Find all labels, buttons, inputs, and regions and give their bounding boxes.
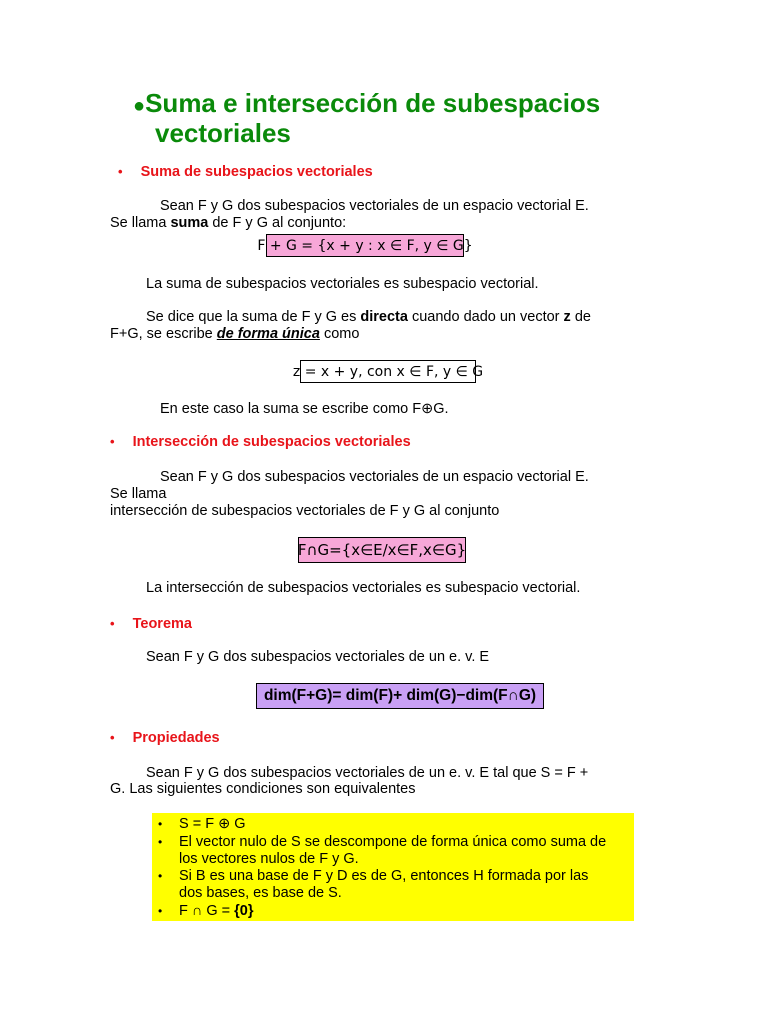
propiedades-paragraph-1-line-2: G. Las siguientes condiciones son equivalentes [110,781,416,797]
list-item-text: Si B es una base de F y D es de G, entonces H formada por las [179,868,589,884]
list-item-continuation: los vectores nulos de F y G. [179,851,359,867]
text-span: como [319,326,360,342]
section-heading-interseccion-text: Intersección de subespacios vectoriales [132,434,411,450]
interseccion-paragraph-1-line-2: Se llama [110,486,167,502]
text-span: de [570,309,591,325]
title-line-1: Suma e intersección de subespacios [145,88,601,118]
text-span: Se dice que la suma de F y G es [146,309,361,325]
list-item-text: F ∩ G = [179,903,235,919]
list-item-text: El vector nulo de S se descompone de forma única como suma de [179,834,607,850]
bold-term-directa: directa [360,309,408,325]
section-heading-teorema [110,616,192,632]
emphasis-forma-unica: de forma única [216,326,320,342]
suma-paragraph-4: En este caso la suma se escribe como F⊕G. [160,401,449,417]
interseccion-paragraph-1-line-1: Sean F y G dos subespacios vectoriales de un espacio vectorial E. [160,469,589,485]
teorema-paragraph-1: Sean F y G dos subespacios vectoriales de un e. v. E [146,649,490,665]
title-bullet-icon: ● [133,95,146,117]
text-span: de F y G al conjunto: [208,215,347,231]
list-item [158,903,254,920]
bullet-icon: • [158,904,163,918]
propiedades-paragraph-1-line-1: Sean F y G dos subespacios vectoriales de un e. v. E tal que S = F + [146,765,589,781]
bullet-icon: • [110,434,115,449]
page-title [133,88,600,121]
list-item [158,816,246,833]
section-heading-suma [118,164,373,180]
page-title-line-2: vectoriales [155,118,291,148]
formula-intersection-definition: F∩G={x∈E/x∈F,x∈G} [298,537,466,563]
formula-dimension-theorem: dim(F+G)= dim(F)+ dim(G)−dim(F∩G) [256,683,544,709]
bullet-icon: • [110,730,115,745]
bold-term-suma: suma [170,215,209,231]
list-item [158,868,589,885]
bullet-icon: • [118,164,123,179]
list-item-text: S = F ⊕ G [179,816,246,832]
bold-term-z: z [563,309,571,325]
section-heading-suma-text: Suma de subespacios vectoriales [140,164,373,180]
text-span: Se llama [110,215,171,231]
section-heading-teorema-text: Teorema [132,616,192,632]
section-heading-propiedades [110,730,220,746]
bullet-icon: • [158,835,163,849]
text-span: F+G, se escribe [110,326,217,342]
list-item-bold: {0} [234,903,254,919]
suma-paragraph-1-line-1: Sean F y G dos subespacios vectoriales de un espacio vectorial E. [160,198,589,214]
section-heading-propiedades-text: Propiedades [132,730,220,746]
formula-sum-definition: F + G = {x + y : x ∈ F, y ∈ G} [266,234,464,257]
list-item-continuation: dos bases, es base de S. [179,885,342,901]
bullet-icon: • [158,817,163,831]
bullet-icon: • [158,869,163,883]
section-heading-interseccion [110,434,411,450]
text-span: cuando dado un vector [407,309,564,325]
suma-paragraph-3-line-2 [110,326,359,343]
formula-direct-sum: z = x + y, con x ∈ F, y ∈ G [300,360,476,383]
equivalent-conditions-box [152,813,634,921]
interseccion-paragraph-1-line-3: intersección de subespacios vectoriales de F y G al conjunto [110,503,500,519]
interseccion-paragraph-2: La intersección de subespacios vectoriales es subespacio vectorial. [146,580,581,596]
suma-paragraph-2: La suma de subespacios vectoriales es subespacio vectorial. [146,276,539,292]
bullet-icon: • [110,616,115,631]
list-item [158,834,607,851]
suma-paragraph-3-line-1 [146,309,591,326]
suma-paragraph-1-line-2 [110,215,346,232]
